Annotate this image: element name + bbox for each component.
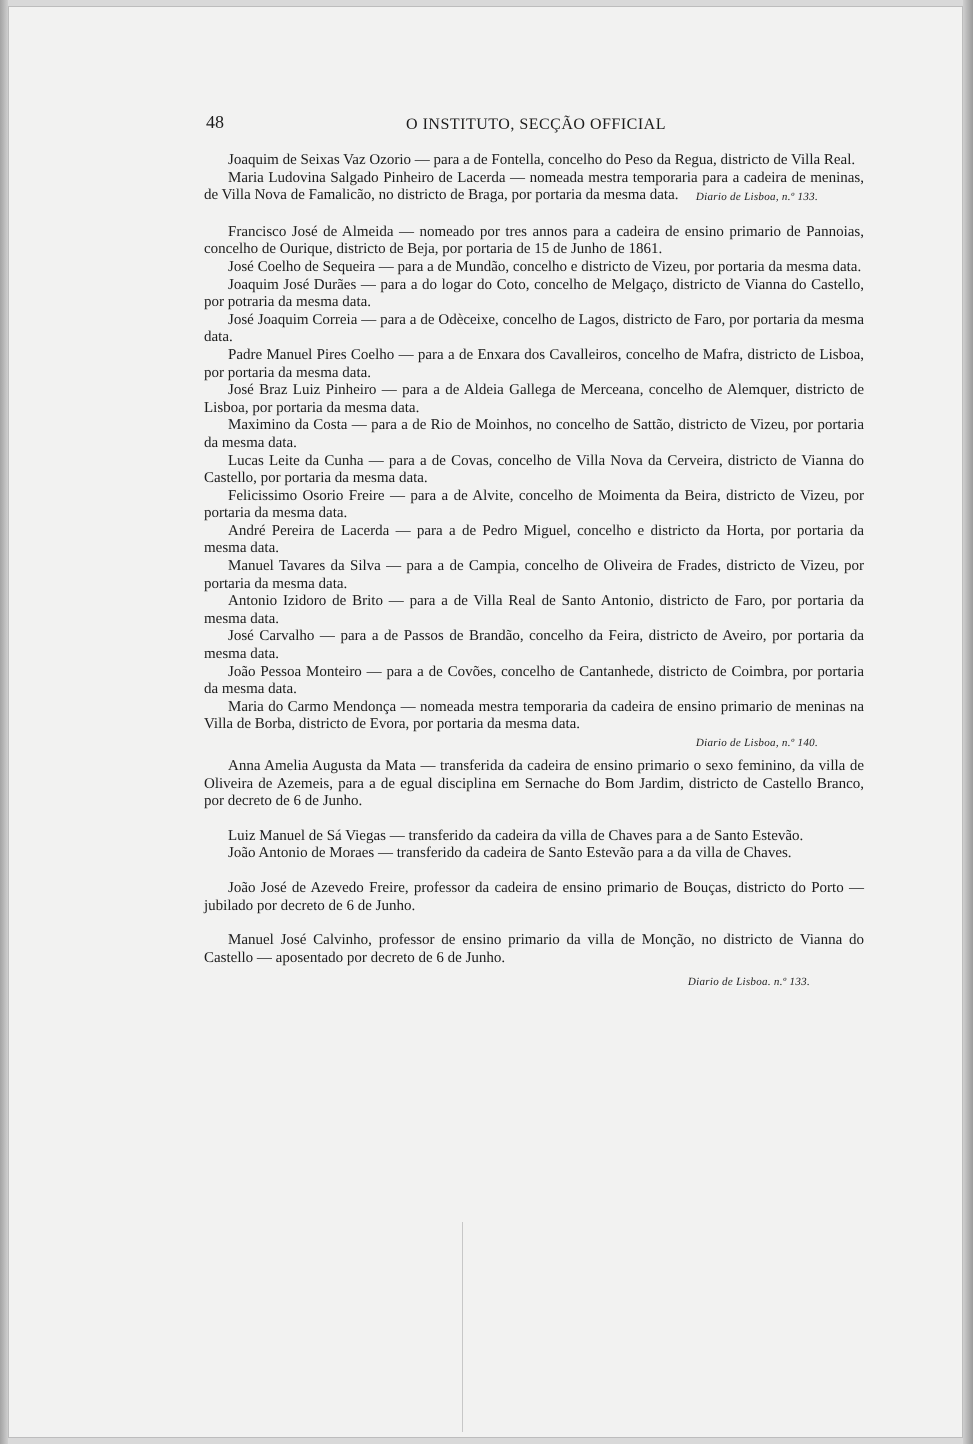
page-number: 48 xyxy=(206,112,224,132)
paper-fold-line xyxy=(462,1222,463,1432)
entry: Lucas Leite da Cunha — para a de Covas, concelho de Villa Nova da Cerveira, districto de Vianna do Castello, por portaria da mesma data. xyxy=(204,452,864,487)
entry: Antonio Izidoro de Brito — para a de Villa Real de Santo Antonio, districto de Faro, por portaria da mesma data. xyxy=(204,593,864,627)
entry: Maria do Carmo Mendonça — nomeada mestra temporaria da cadeira de ensino primario de meninas na Villa de Borba, districto de Evora, por portaria da mesma data. xyxy=(204,698,864,733)
entry: André Pereira de Lacerda — para a de Pedro Miguel, concelho e districto da Horta, por portaria da mesma data. xyxy=(204,522,864,557)
source-citation: Diario de Lisboa, n.º 133. xyxy=(695,190,818,203)
entry: Padre Manuel Pires Coelho — para a de Enxara dos Cavalleiros, concelho de Mafra, districto de Lisboa, por portaria da mesma data. xyxy=(204,346,864,381)
document-body xyxy=(204,152,864,993)
source-citation: Diario de Lisboa. n.º 133. xyxy=(687,976,810,989)
entry: José Joaquim Correia — para a de Odèceixe, concelho de Lagos, districto de Faro, por portaria da mesma data. xyxy=(204,311,864,346)
entry: Maximino da Costa — para a de Rio de Moinhos, no concelho de Sattão, districto de Vizeu, por portaria da mesma data. xyxy=(204,417,864,451)
entry: Felicissimo Osorio Freire — para a de Alvite, concelho de Moimenta da Beira, districto de Vizeu, por portaria da mesma data. xyxy=(204,487,864,522)
entry: Manuel Tavares da Silva — para a de Campia, concelho de Oliveira de Frades, districto de Vizeu, por portaria da mesma data. xyxy=(204,558,864,592)
entry: José Carvalho — para a de Passos de Brandão, concelho da Feira, districto de Aveiro, por portaria da mesma data. xyxy=(204,628,864,663)
entry: José Coelho de Sequeira — para a de Mundão, concelho e districto de Vizeu, por portaria da mesma data. xyxy=(228,258,862,275)
entry: Luiz Manuel de Sá Viegas — transferido da cadeira da villa de Chaves para a de Santo Estevão. xyxy=(228,827,804,844)
entry: Francisco José de Almeida — nomeado por tres annos para a cadeira de ensino primario de Pannoias, concelho de Ourique, districto de Beja, por portaria de 15 de Junho de 1861. xyxy=(204,223,864,258)
entry: Anna Amelia Augusta da Mata — transferida da cadeira de ensino primario o sexo feminino, da villa de Oliveira de Azemeis, para a de egual disciplina em Sernache do Bom Jardim, districto de Castello Branco, por decreto de 6 de Junho. xyxy=(204,758,864,810)
entry: João José de Azevedo Freire, professor da cadeira de ensino primario de Bouças, districto do Porto — jubilado por decreto de 6 de Junho. xyxy=(204,879,864,914)
running-title: O INSTITUTO, SECÇÃO OFFICIAL xyxy=(406,116,666,133)
page-header xyxy=(206,112,866,142)
entry: João Pessoa Monteiro — para a de Covões, concelho de Cantanhede, districto de Coimbra, por portaria da mesma data. xyxy=(204,663,864,698)
page-edge-right xyxy=(963,0,973,1444)
entry: Maria Ludovina Salgado Pinheiro de Lacerda — nomeada mestra temporaria para a cadeira de meninas, de Villa Nova de Famalicão, no districto de Braga, por portaria da mesma data. xyxy=(204,169,864,204)
entry: Manuel José Calvinho, professor de ensino primario da villa de Monção, no districto de Vianna do Castello — aposentado por decreto de 6 de Junho. xyxy=(204,932,864,966)
entry: José Braz Luiz Pinheiro — para a de Aldeia Gallega de Merceana, concelho de Alemquer, districto de Lisboa, por portaria da mesma data. xyxy=(204,382,864,416)
source-citation: Diario de Lisboa, n.º 140. xyxy=(695,737,818,749)
page-edge-left xyxy=(0,0,8,1444)
entry: João Antonio de Moraes — transferido da cadeira de Santo Estevão para a da villa de Chaves. xyxy=(228,845,792,862)
entry: Joaquim de Seixas Vaz Ozorio — para a de Fontella, concelho do Peso da Regua, districto de Villa Real. xyxy=(228,152,856,168)
entry: Joaquim José Durães — para a do logar do Coto, concelho de Melgaço, districto de Vianna do Castello, por potraria da mesma data. xyxy=(204,276,864,311)
